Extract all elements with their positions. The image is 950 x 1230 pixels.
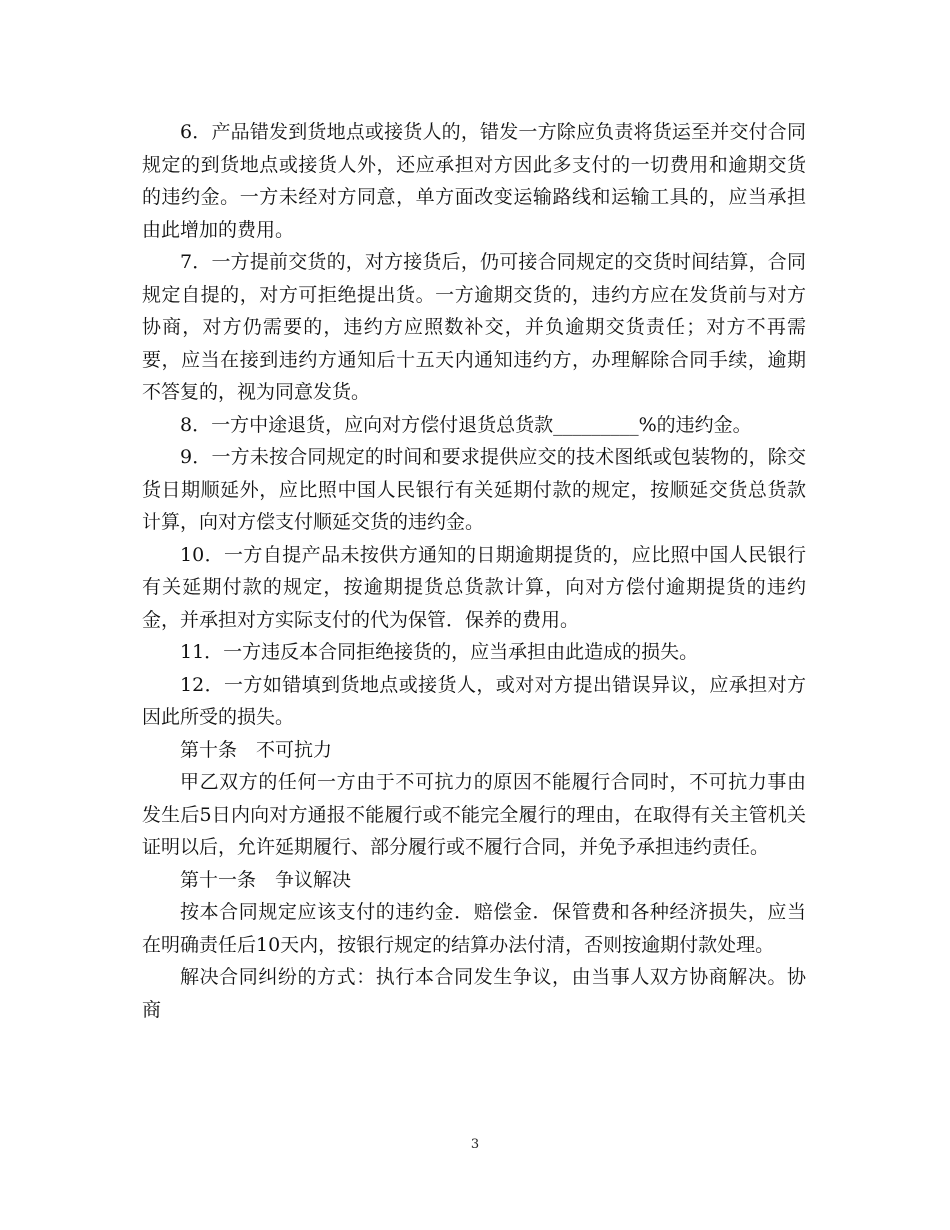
clause-7-paragraph: 7．一方提前交货的，对方接货后，仍可接合同规定的交货时间结算，合同规定自提的，对方可拒绝提出货。一方逾期交货的，违约方应在发货前与对方协商，对方仍需要的，违约方应照数补交，并负逾期交货责任；对方不再需要，应当在接到违约方通知后十五天内通知违约方，办理解除合同手续，逾期不答复的，视为同意发货。 (142, 251, 806, 403)
document-body (142, 116, 806, 1026)
clause-10-paragraph: 10．一方自提产品未按供方通知的日期逾期提货的，应比照中国人民银行有关延期付款的规定，按逾期提货总货款计算，向对方偿付逾期提货的违约金，并承担对方实际支付的代为保管．保养的费用。 (142, 543, 806, 631)
clause-9-paragraph: 9．一方未按合同规定的时间和要求提供应交的技术图纸或包装物的，除交货日期顺延外，应比照中国人民银行有关延期付款的规定，按顺延交货总货款计算，向对方偿支付顺延交货的违约金。 (142, 446, 806, 533)
article-10-heading: 第十条 不可抗力 (180, 738, 333, 761)
force-majeure-paragraph: 甲乙双方的任何一方由于不可抗力的原因不能履行合同时，不可抗力事由发生后5日内向对方通报不能履行或不能完全履行的理由，在取得有关主管机关证明以后，允许延期履行、部分履行或不履行合同，并免予承担违约责任。 (142, 771, 806, 858)
dispute-resolution-paragraph: 解决合同纠纷的方式：执行本合同发生争议，由当事人双方协商解决。协商 (142, 966, 806, 1021)
page-number: 3 (470, 1137, 480, 1152)
article-11-heading: 第十一条 争议解决 (180, 868, 352, 891)
clause-11-paragraph: 11．一方违反本合同拒绝接货的，应当承担由此造成的损失。 (180, 641, 699, 663)
clause-12-paragraph: 12．一方如错填到货地点或接货人，或对对方提出错误异议，应承担对方因此所受的损失。 (142, 673, 806, 728)
payment-settlement-paragraph: 按本合同规定应该支付的违约金．赔偿金．保管费和各种经济损失，应当在明确责任后10天内，按银行规定的结算办法付清，否则按逾期付款处理。 (142, 901, 806, 956)
clause-6-paragraph: 6．产品错发到货地点或接货人的，错发一方除应负责将货运至并交付合同规定的到货地点或接货人外，还应承担对方因此多支付的一切费用和逾期交货的违约金。一方未经对方同意，单方面改变运输路线和运输工具的，应当承担由此增加的费用。 (142, 121, 806, 241)
clause-8-paragraph: 8．一方中途退货，应向对方偿付退货总货款_________%的违约金。 (180, 413, 752, 436)
